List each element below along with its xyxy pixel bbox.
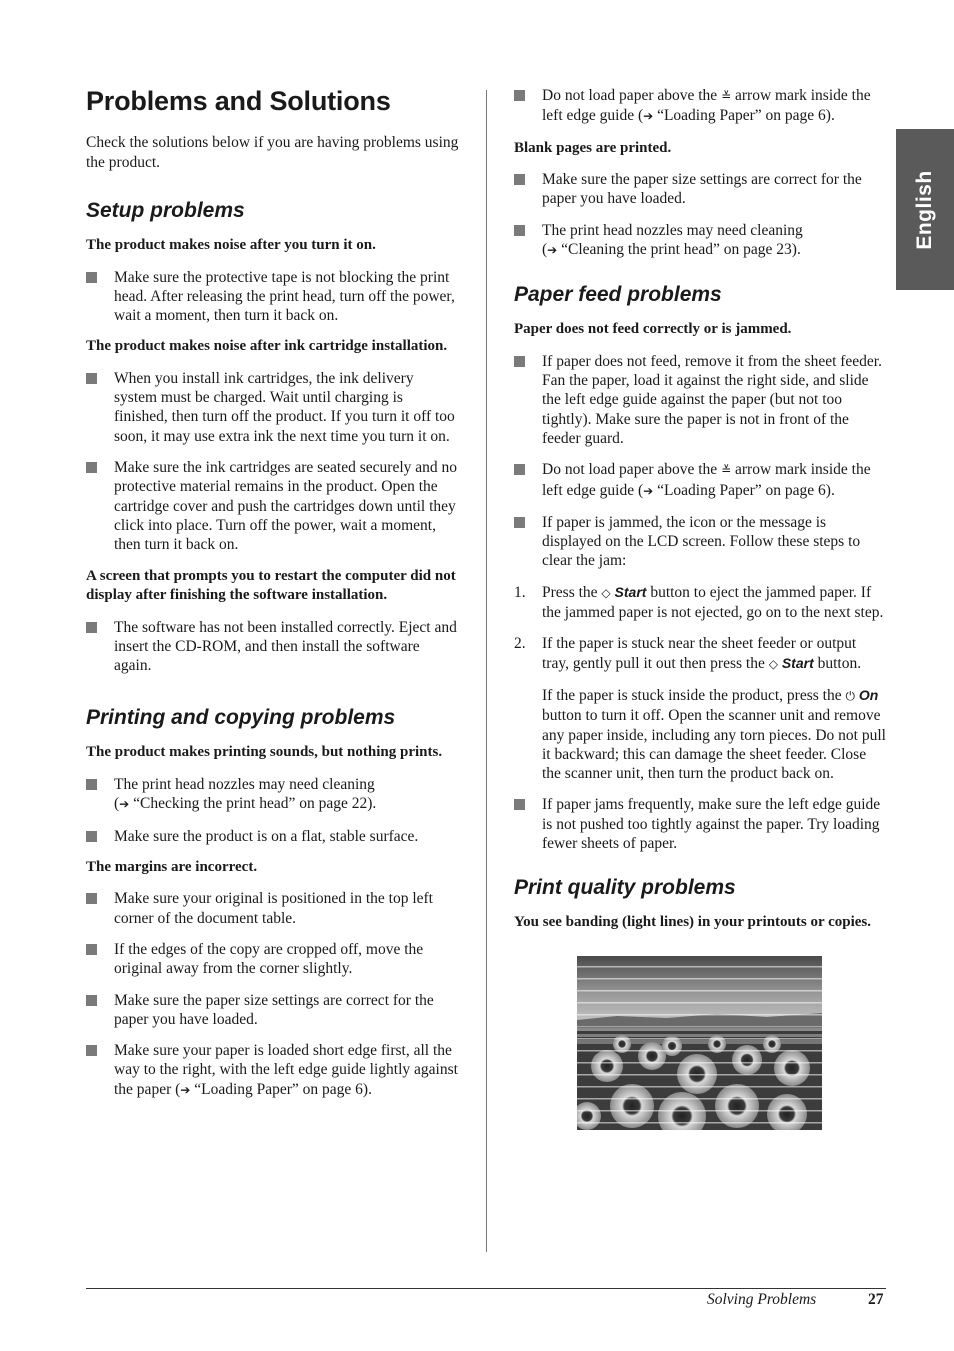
question-paper-jam: Paper does not feed correctly or is jammed. [514, 321, 792, 338]
paper-feed-section [514, 282, 886, 853]
question-noise-on: The product makes noise after you turn it on. [86, 237, 376, 253]
right-arrow-icon: ➔ [180, 1082, 191, 1097]
list-item: Make sure your original is positioned in the top left corner of the document table. [86, 889, 460, 928]
right-column [514, 86, 886, 1130]
printing-problems-section [86, 705, 460, 1100]
question-banding: You see banding (light lines) in your printouts or copies. [514, 914, 872, 931]
section-heading-print-quality: Print quality problems [514, 876, 736, 900]
footer-rule [86, 1288, 886, 1289]
bullet-square-icon [514, 90, 525, 101]
list-item: If paper is jammed, the icon or the message is displayed on the LCD screen. Follow these steps to clear the jam: [514, 513, 886, 571]
bullet-square-icon [86, 779, 97, 790]
question-margins: The margins are incorrect. [86, 858, 258, 875]
list-item: When you install ink cartridges, the ink delivery system must be charged. Wait until charging is finished, then turn off the product. If you turn it off too soon, it may use extra ink the next time you turn it on. [86, 369, 460, 446]
intro-text: Check the solutions below if you are having problems using the product. [86, 134, 459, 171]
start-button-label: Start [614, 583, 647, 600]
list-item: The print head nozzles may need cleaning (➔ “Checking the print head” on page 22). [86, 775, 460, 815]
right-arrow-icon: ➔ [547, 242, 558, 257]
list-item: If paper jams frequently, make sure the left edge guide is not pushed too tightly against the paper. Try loading fewer sheets of paper. [514, 795, 886, 853]
section-heading-paper-feed: Paper feed problems [514, 283, 722, 307]
bullet-square-icon [86, 272, 97, 283]
right-arrow-icon: ➔ [119, 797, 130, 812]
bullet-square-icon [86, 462, 97, 473]
list-item: Make sure the ink cartridges are seated securely and no protective material remains in the product. Open the cartridge cover and push the cartridges down until they click into place. Turn off the power, wait a moment, then turn it back on. [86, 458, 460, 554]
page-title: Problems and Solutions [86, 86, 391, 116]
banding-example-image [577, 956, 822, 1130]
list-item: If the edges of the copy are cropped off, move the original away from the corner slightly. [86, 940, 460, 979]
list-item: The software has not been installed correctly. Eject and insert the CD-ROM, and then install the software again. [86, 618, 460, 676]
step-paragraph: If the paper is stuck inside the product, press the ⏻ On button to turn it off. Open the scanner unit and remove any paper inside, including any torn pieces. Do not pull it backward; this can damage the sheet feeder. Close the scanner unit, then turn the product back on. [542, 686, 886, 783]
paper-max-mark-icon: ≚ [721, 463, 732, 478]
bullet-square-icon [86, 1045, 97, 1056]
step-item: 2. If the paper is stuck near the sheet feeder or output tray, gently pull it out then press the ◇ Start button. [514, 635, 862, 672]
bullet-square-icon [86, 995, 97, 1006]
step-number: 1. [514, 583, 526, 601]
question-noise-ink: The product makes noise after ink cartridge installation. [86, 338, 448, 355]
bullet-square-icon [514, 174, 525, 185]
list-item: Make sure the product is on a flat, stable surface. [86, 827, 460, 846]
paper-max-mark-icon: ≚ [721, 89, 732, 103]
list-item: Make sure your paper is loaded short edge first, all the way to the right, with the left edge guide lightly against the paper (➔ “Loading Paper” on page 6). [86, 1041, 460, 1100]
footer-section-name: Solving Problems [707, 1291, 817, 1308]
list-item: If paper does not feed, remove it from the sheet feeder. Fan the paper, load it against the right side, and slide the left edge guide against the paper (but not too tightly). Make sure the paper is not in front of the feeder guard. [514, 352, 886, 448]
right-arrow-icon: ➔ [643, 483, 654, 498]
start-diamond-icon: ◇ [601, 585, 611, 600]
bullet-square-icon [514, 225, 525, 236]
section-heading-printing: Printing and copying problems [86, 706, 396, 730]
question-restart-screen: A screen that prompts you to restart the computer did not display after finishing the software installation. [86, 567, 456, 604]
question-nothing-prints: The product makes printing sounds, but nothing prints. [86, 744, 443, 761]
step-item: 1. Press the ◇ Start button to eject the jammed paper. If the jammed paper is not ejected, go on to the next step. [514, 583, 884, 622]
question-blank-pages: Blank pages are printed. [514, 139, 672, 156]
left-column [86, 80, 460, 1100]
bullet-square-icon [86, 622, 97, 633]
right-arrow-icon: ➔ [643, 109, 654, 124]
language-tab-label: English [913, 169, 936, 250]
list-item: Make sure the paper size settings are correct for the paper you have loaded. [86, 991, 460, 1030]
step-number: 2. [514, 635, 526, 653]
setup-problems-section [86, 198, 460, 675]
bullet-square-icon [86, 373, 97, 384]
language-tab [896, 129, 954, 290]
start-button-label: Start [781, 654, 814, 671]
start-diamond-icon: ◇ [768, 656, 778, 671]
bullet-square-icon [514, 356, 525, 367]
power-icon: ⏻ [845, 688, 855, 703]
bullet-square-icon [86, 944, 97, 955]
page-number: 27 [868, 1291, 884, 1308]
list-item: Do not load paper above the ≚ arrow mark inside the left edge guide (➔ “Loading Paper” on page 6). [514, 86, 886, 127]
list-item: Make sure the paper size settings are correct for the paper you have loaded. [514, 170, 886, 209]
column-divider [486, 90, 487, 1252]
print-quality-section [514, 875, 886, 1130]
list-item: Do not load paper above the ≚ arrow mark inside the left edge guide (➔ “Loading Paper” on page 6). [514, 460, 886, 501]
bullet-square-icon [86, 831, 97, 842]
bullet-square-icon [86, 893, 97, 904]
on-button-label: On [858, 686, 879, 703]
list-item: The print head nozzles may need cleaning (➔ “Cleaning the print head” on page 23). [514, 221, 886, 261]
list-item: Make sure the protective tape is not blocking the print head. After releasing the print head, turn off the power, wait a moment, then turn it back on. [86, 268, 460, 326]
bullet-square-icon [514, 799, 525, 810]
bullet-square-icon [514, 464, 525, 475]
section-heading-setup: Setup problems [86, 199, 245, 222]
bullet-square-icon [514, 517, 525, 528]
